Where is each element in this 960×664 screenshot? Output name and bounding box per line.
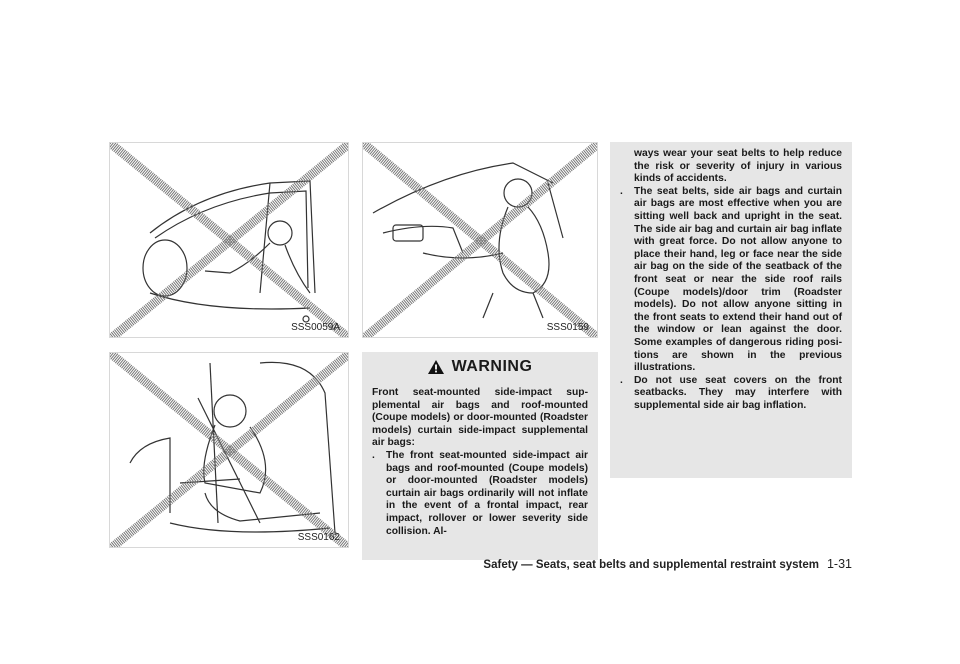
warning-header (372, 352, 588, 382)
illustration-leaning-dashboard (363, 143, 598, 338)
warning-bullet (620, 375, 842, 413)
figure-leaning-dashboard (362, 142, 598, 338)
figure-leaning-out-window (109, 142, 349, 338)
warning-title: WARNING (451, 358, 533, 375)
bullet-marker: . (620, 185, 623, 197)
warning-intro: Front seat-mounted side-impact supplemental air bags and roof-mounted (Coupe models) or door-mounted (Roadster models) curtain side-impact supplemental air bags: (372, 387, 588, 449)
warning-triangle-icon (428, 360, 444, 374)
illustration-leaning-door (110, 353, 349, 548)
figure-label: SSS0159 (546, 322, 589, 333)
warning-bullet-text: The seat belts, side air bags and curtain air bags are most effective when you are sitting well back and upright in the seat. The side air bag and curtain air bag inflate with great force. Do not allow anyone to place their hand, leg or face near the side air bag on the side of the seatback of the front seat or near the side roof rails (Coupe models)/door trim (Roadster models). Do not allow anyone sitting in the front seats to extend their hand out of the window or lean against the door. Some examples of dangerous riding positions are shown in the previous illustrations. (634, 185, 842, 374)
page-footer (482, 557, 852, 571)
warning-continuation-box (610, 142, 852, 478)
warning-bullet (372, 450, 588, 538)
figure-label: SSS0162 (297, 532, 340, 543)
warning-bullet-text: Do not use seat covers on the front seatbacks. They may interfere with supplemental side air bag inflation. (634, 374, 842, 411)
warning-box (362, 352, 598, 560)
bullet-marker: . (620, 374, 623, 386)
bullet-marker: . (372, 449, 375, 461)
warning-bullet (620, 186, 842, 375)
illustration-leaning-out-window (110, 143, 349, 338)
figure-label: SSS0059A (291, 322, 340, 333)
section-title: Safety — Seats, seat belts and supplemental restraint system (483, 559, 819, 571)
page-number: 1-31 (826, 557, 852, 571)
warning-bullet-continued (620, 148, 842, 186)
warning-bullet-text: ways wear your seat belts to help reduce the risk or severity of injury in various kinds of accidents. (634, 148, 842, 185)
figure-leaning-door (109, 352, 349, 548)
warning-bullet-text: The front seat-mounted side-impact air bags and roof-mounted (Coupe models) or door-mounted (Roadster models) curtain air bags ordinarily will not inflate in the event of a frontal impact, rear impact, rollover or lower severity side collision. Al- (386, 449, 588, 537)
